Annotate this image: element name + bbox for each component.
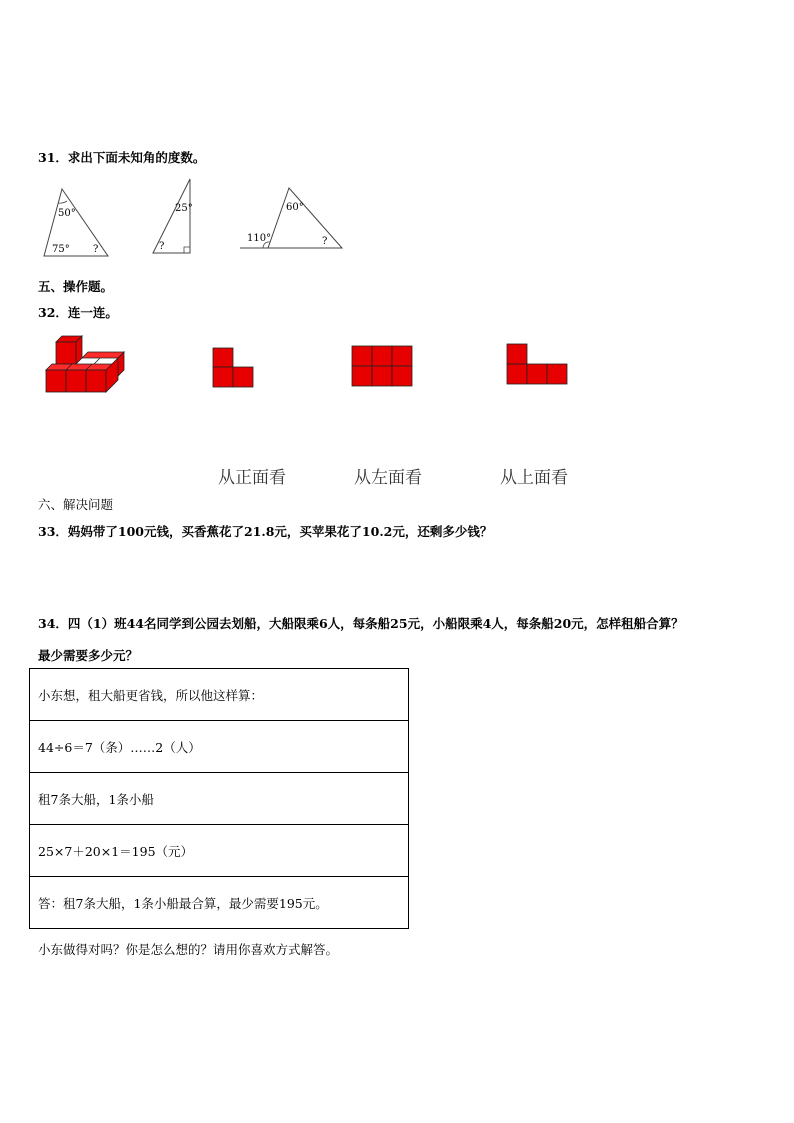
table-cell: 25×7＋20×1＝195（元）: [30, 825, 409, 877]
table-row: [30, 721, 409, 773]
cube-solid-figure: [44, 334, 128, 394]
question-32: 32．连一连。: [38, 305, 118, 320]
table-row: [30, 669, 409, 721]
triangle-3-figure: [238, 184, 346, 250]
table-cell: 答：租7条大船，1条小船最合算，最少需要195元。: [30, 877, 409, 929]
table-cell: 小东想，租大船更省钱，所以他这样算：: [30, 669, 409, 721]
view-shape-long-l: [506, 343, 570, 386]
tri3-top-angle: 60°: [286, 202, 304, 213]
caption-front-view: 从正面看: [218, 468, 286, 488]
section-6-heading: 六、解决问题: [38, 497, 114, 512]
triangle-2-figure: [150, 176, 198, 258]
tri1-top-angle: 50°: [58, 208, 76, 219]
tri1-left-angle: 75°: [52, 244, 70, 255]
view-shape-grid: [351, 345, 414, 388]
question-34-line1: 34．四（1）班44名同学到公园去划船，大船限乘6人，每条船25元，小船限乘4人，每条船20元，怎样租船合算？: [38, 616, 684, 631]
caption-left-view: 从左面看: [354, 468, 422, 488]
caption-top-view: 从上面看: [500, 468, 568, 488]
triangle-1-figure: [38, 186, 114, 258]
question-34-line2: 最少需要多少元？: [38, 648, 139, 663]
xiaodong-work-table: [29, 668, 409, 929]
tri2-unknown-angle: ?: [159, 241, 165, 252]
view-shape-left-l: [212, 347, 256, 389]
table-cell: 租7条大船，1条小船: [30, 773, 409, 825]
table-row: [30, 773, 409, 825]
question-34-followup: 小东做得对吗？你是怎么想的？请用你喜欢方式解答。: [38, 942, 339, 957]
section-5-heading: 五、操作题。: [38, 279, 114, 294]
tri2-top-angle: 25°: [175, 203, 193, 214]
table-row: [30, 825, 409, 877]
tri3-unknown-angle: ?: [322, 236, 328, 247]
question-31: 31．求出下面未知角的度数。: [38, 150, 206, 165]
tri3-exterior-angle: 110°: [247, 233, 272, 244]
tri1-unknown-angle: ?: [93, 244, 99, 255]
question-33: 33．妈妈带了100元钱，买香蕉花了21.8元，买苹果花了10.2元，还剩多少钱？: [38, 524, 493, 539]
table-cell: 44÷6＝7（条）……2（人）: [30, 721, 409, 773]
table-row: [30, 877, 409, 929]
